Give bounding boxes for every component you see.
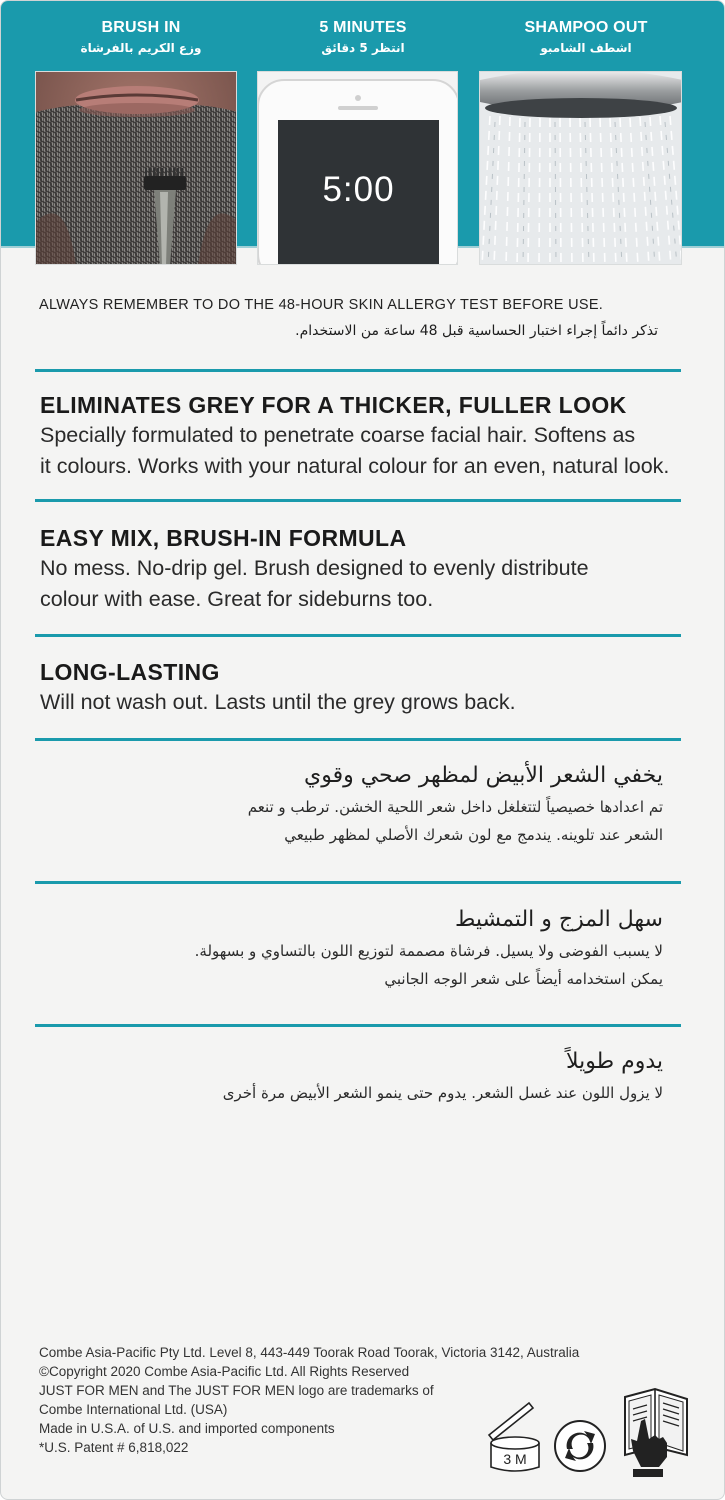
divider [35,1024,681,1027]
legal-line: Made in U.S.A. of U.S. and imported components [39,1421,335,1436]
feature-easy-mix [40,523,690,615]
allergy-warning [39,295,689,343]
divider [35,738,681,741]
feature-eliminates-grey [40,390,690,482]
timer-display: 5:00 [322,170,395,209]
feature-text-line: it colours. Works with your natural colour for an even, natural look. [40,454,670,478]
step-title-arabic: اشطف الشامبو [540,41,632,55]
step-title: 5 MINUTES [319,19,407,36]
feature-ar-easy-mix [40,903,663,993]
feature-heading-ar: يدوم طويلاً [565,1049,663,1074]
read-instructions-icon [611,1385,693,1477]
pao-label: 3 M [503,1451,527,1467]
divider [35,881,681,884]
feature-text-line-ar: تم اعدادها خصيصياً لتتغلغل داخل شعر اللحية الخشن. ترطب و تنعم [247,798,663,816]
feature-text-line-ar: يمكن استخدامه أيضاً على شعر الوجه الجانبي [384,970,663,988]
step-shampoo-out [486,17,686,57]
step-brush-in [41,17,241,57]
legal-line: *U.S. Patent # 6,818,022 [39,1440,189,1455]
divider [35,369,681,372]
legal-line: JUST FOR MEN and The JUST FOR MEN logo are trademarks of [39,1383,434,1398]
legal-line: Combe Asia-Pacific Pty Ltd. Level 8, 443-449 Toorak Road Toorak, Victoria 3142, Australia [39,1345,580,1360]
divider [35,499,681,502]
feature-heading-ar: سهل المزج و التمشيط [454,907,663,932]
feature-long-lasting [40,657,690,718]
feature-heading-ar: يخفي الشعر الأبيض لمظهر صحي وقوي [303,763,663,788]
allergy-warning-en: ALWAYS REMEMBER TO DO THE 48-HOUR SKIN ALLERGY TEST BEFORE USE. [39,297,604,313]
feature-text-line: colour with ease. Great for sideburns too. [40,587,434,611]
shower-photo [479,71,682,265]
feature-text-line: No mess. No-drip gel. Brush designed to evenly distribute [40,556,589,580]
feature-heading: LONG-LASTING [40,659,220,685]
feature-text-line-ar: الشعر عند تلوينه. يندمج مع لون شعرك الأصلي لمظهر طبيعي [284,826,663,844]
phone-timer-photo [257,71,458,265]
feature-text-line: Will not wash out. Lasts until the grey grows back. [40,690,516,714]
step-title: SHAMPOO OUT [524,19,648,36]
recycle-icon [553,1419,607,1473]
feature-heading: EASY MIX, BRUSH-IN FORMULA [40,525,407,551]
legal-line: ©Copyright 2020 Combe Asia-Pacific Ltd. All Rights Reserved [39,1364,410,1379]
step-title-arabic: وزع الكريم بالفرشاة [80,41,202,55]
divider [35,634,681,637]
feature-text-line-ar: لا يسبب الفوضى ولا يسيل. فرشاة مصممة لتوزيع اللون بالتساوي و بسهولة. [194,942,663,960]
feature-ar-eliminates-grey [40,759,663,849]
period-after-opening-icon [485,1399,545,1475]
allergy-warning-ar: تذكر دائماً إجراء اختبار الحساسية قبل 48 ساعة من الاستخدام. [295,323,658,339]
step-title-arabic: انتظر 5 دقائق [321,41,405,55]
legal-line: Combe International Ltd. (USA) [39,1402,228,1417]
feature-text-line: Specially formulated to penetrate coarse facial hair. Softens as [40,423,636,447]
feature-ar-long-lasting [40,1045,663,1107]
step-title: BRUSH IN [101,19,181,36]
beard-brush-photo [35,71,237,265]
feature-heading: ELIMINATES GREY FOR A THICKER, FULLER LOOK [40,392,627,418]
step-five-minutes [263,17,463,57]
feature-text-line-ar: لا يزول اللون عند غسل الشعر. يدوم حتى ينمو الشعر الأبيض مرة أخرى [222,1084,663,1102]
